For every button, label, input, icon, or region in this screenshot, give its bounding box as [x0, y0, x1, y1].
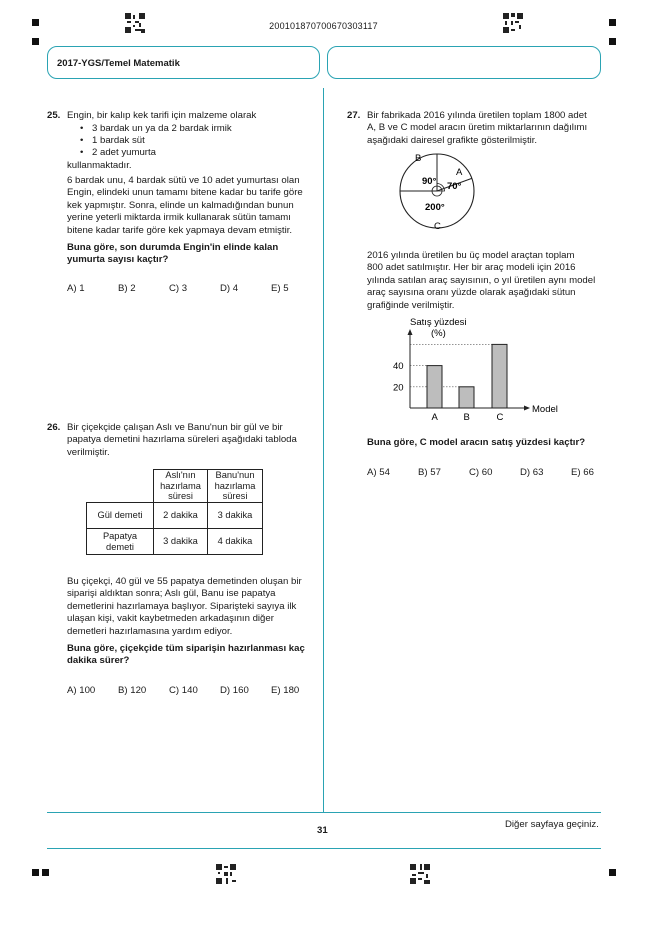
text-line: 800 adet satılmıştır. Her bir araç modeli için 2016 [367, 262, 576, 274]
question-text: kullanmaktadır. [67, 160, 132, 171]
question-body [67, 576, 302, 638]
qr-code-icon [216, 864, 236, 884]
list-item: • 3 bardak un ya da 2 bardak irmik [78, 123, 232, 135]
text-line: demetlerini hazırlamaya başlıyor. Siparişteki sayıya ilk [67, 600, 297, 612]
option-c[interactable]: C) 3 [169, 283, 188, 294]
slice-angle-a: 70° [447, 181, 462, 192]
table-row [87, 529, 263, 555]
option-b[interactable]: B) 57 [418, 467, 441, 478]
pie-chart [385, 150, 495, 240]
y-axis-title: Satış yüzdesi [410, 317, 467, 328]
text-line: grafiğinde verilmiştir. [367, 299, 455, 311]
text-line: yumurta sayısı kaçtır? [67, 254, 169, 266]
table-cell: 4 dakika [208, 529, 263, 555]
question-intro [367, 110, 587, 147]
y-axis-arrow [408, 329, 413, 335]
text-line: papatya demetini hazırlama süreleri aşağıdaki tabloda [67, 434, 297, 446]
text-line: demetleri hazırlamasına yardım ediyor. [67, 625, 233, 637]
bar-c [492, 344, 507, 408]
corner-mark-bottom-right [609, 869, 616, 876]
x-axis-title: Model [532, 404, 558, 415]
option-a[interactable]: A) 1 [67, 283, 85, 294]
y-tick-label: 40 [393, 361, 404, 373]
question-prompt [67, 643, 305, 668]
text-line: yerine yeterli miktarda irmik kullanarak sütün tamamı [67, 212, 291, 224]
page-number: 31 [317, 825, 328, 836]
text-line: A, B ve C model aracın üretim miktarlarının dağılımı [367, 122, 588, 134]
y-axis-unit: (%) [431, 328, 446, 339]
column-divider [323, 88, 324, 812]
option-e[interactable]: E) 66 [571, 467, 594, 478]
x-axis-arrow [524, 406, 530, 411]
footer-rule-bottom [47, 848, 601, 849]
bar-b [459, 387, 474, 408]
table-header: Banu'nun hazırlama süresi [208, 470, 263, 503]
option-b[interactable]: B) 120 [118, 685, 147, 696]
ingredient-list [78, 123, 232, 160]
footer-rule-top [47, 812, 601, 813]
text-line: Buna göre, çiçekçide tüm siparişin hazırlanması kaç [67, 643, 305, 654]
question-prompt [67, 242, 278, 267]
table-cell: 3 dakika [208, 503, 263, 529]
option-e[interactable]: E) 180 [271, 685, 300, 696]
corner-mark-bottom-left-2 [42, 869, 49, 876]
row-label: Papatya demeti [87, 529, 154, 555]
x-tick-label: C [496, 412, 504, 423]
option-a[interactable]: A) 100 [67, 685, 96, 696]
question-number: 27. [347, 110, 361, 121]
question-number: 25. [47, 110, 61, 121]
corner-mark-top-right-2 [609, 38, 616, 45]
barcode-number: 2001018707006703031​17 [269, 21, 378, 31]
table-cell: 2 dakika [154, 503, 208, 529]
exam-title: 2017-YGS/Temel Matematik [57, 58, 180, 69]
table-cell: 3 dakika [154, 529, 208, 555]
answer-options [67, 283, 322, 294]
x-tick-label: B [463, 412, 470, 423]
question-number: 26. [47, 422, 61, 433]
row-label: Gül demeti [87, 503, 154, 529]
option-d[interactable]: D) 4 [220, 283, 239, 294]
list-item: • 1 bardak süt [78, 135, 232, 147]
option-e[interactable]: E) 5 [271, 283, 289, 294]
option-c[interactable]: C) 140 [169, 685, 198, 696]
option-c[interactable]: C) 60 [469, 467, 493, 478]
corner-mark-bottom-left [32, 869, 39, 876]
text-line: siparişi aldıktan sonra; Aslı gül, Banu ise papatya [67, 588, 276, 600]
text-line: verilmiştir. [67, 446, 110, 458]
text-line: kek yapmıştır. Sonra, elinde un kalmadığından bunun [67, 199, 294, 211]
table-row [87, 503, 263, 529]
next-page-note: Diğer sayfaya geçiniz. [505, 819, 599, 830]
slice-label-b: B [415, 153, 422, 164]
slice-label-a: A [456, 167, 463, 178]
option-a[interactable]: A) 54 [367, 467, 390, 478]
text-line: bitene kadar tarife göre kek yapmaya devam etmiştir. [67, 224, 293, 236]
question-intro [67, 422, 297, 459]
text-line: Bir fabrikada 2016 yılında üretilen toplam 1800 adet [367, 110, 587, 121]
x-tick-label: A [431, 412, 438, 423]
text-line: Engin, elindeki unun tamamı bitene kadar bu tarife göre [67, 187, 303, 199]
table-corner [87, 470, 154, 503]
question-body [67, 175, 303, 237]
text-line: aşağıdaki dairesel grafikte gösterilmiştir. [367, 134, 538, 146]
text-line: Buna göre, son durumda Engin'in elinde kalan [67, 242, 279, 253]
text-line: dakika sürer? [67, 655, 130, 667]
text-line: Bir çiçekçide çalışan Aslı ve Banu'nun bir gül ve bir [67, 422, 283, 433]
bar-chart [380, 315, 580, 430]
list-item: • 2 adet yumurta [78, 147, 232, 159]
slice-angle-c: 200° [425, 202, 445, 213]
question-body [367, 250, 595, 312]
table-header: Aslı'nın hazırlama süresi [154, 470, 208, 503]
text-line: araç sayısına oranı yüzde olarak aşağıdaki sütun [367, 287, 576, 299]
question-prompt: Buna göre, C model aracın satış yüzdesi kaçtır? [367, 437, 586, 448]
y-tick-label: 20 [393, 382, 404, 394]
slice-label-c: C [434, 221, 441, 232]
answer-options [67, 685, 322, 696]
bar-a [427, 366, 442, 408]
option-d[interactable]: D) 160 [220, 685, 249, 696]
answer-options [367, 467, 622, 478]
qr-code-icon [410, 864, 430, 884]
slice-angle-b: 90° [422, 176, 437, 187]
corner-mark-top-left-2 [32, 38, 39, 45]
duration-table [86, 469, 263, 555]
text-line: Bu çiçekçi, 40 gül ve 55 papatya demetinden oluşan bir [67, 576, 302, 587]
question-intro: Engin, bir kalıp kek tarifi için malzeme olarak [67, 110, 257, 121]
text-line: 2016 yılında üretilen bu üç model araçtan toplam [367, 250, 575, 261]
text-line: 6 bardak unu, 4 bardak sütü ve 10 adet yumurtası olan [67, 175, 300, 186]
option-d[interactable]: D) 63 [520, 467, 544, 478]
text-line: yılında satılan araç sayısının, o yıl üretilen aynı model [367, 274, 596, 286]
text-line: ulaşan kişi, vakit kaybetmeden arkadaşının diğer [67, 613, 274, 625]
option-b[interactable]: B) 2 [118, 283, 136, 294]
header-box-right [327, 46, 601, 79]
